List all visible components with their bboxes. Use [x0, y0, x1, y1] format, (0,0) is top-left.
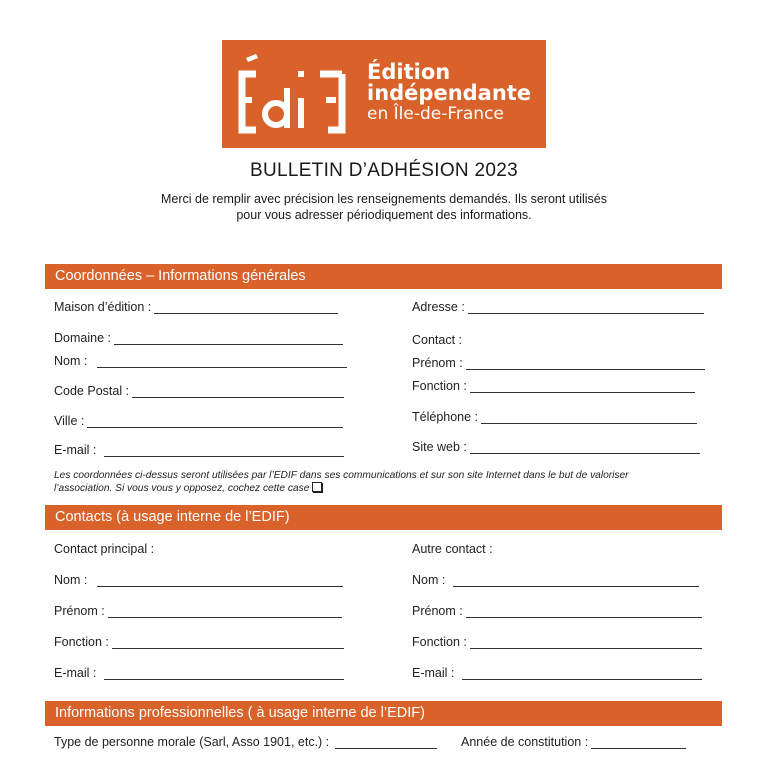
- field-label: Prénom :: [412, 356, 463, 370]
- intro-line-1: Merci de remplir avec précision les renseignements demandés. Ils seront utilisés: [160, 192, 608, 206]
- autre-nom-field[interactable]: [412, 573, 699, 587]
- telephone-field[interactable]: [412, 410, 697, 424]
- input-line[interactable]: [87, 417, 343, 428]
- field-label: E-mail :: [412, 666, 455, 680]
- edif-logo-mark: [234, 54, 352, 136]
- field-label: Prénom :: [412, 604, 463, 618]
- autre-contact-label: [412, 542, 493, 556]
- contact-principal-label: [54, 542, 154, 556]
- input-line[interactable]: [112, 638, 344, 649]
- input-line[interactable]: [466, 607, 702, 618]
- field-label: Contact :: [412, 333, 463, 347]
- field-label: Code Postal :: [54, 384, 130, 398]
- consent-note-line-2: [54, 482, 724, 495]
- field-label: Type de personne morale (Sarl, Asso 1901, etc.) :: [54, 735, 330, 749]
- field-label: Fonction :: [412, 635, 467, 649]
- opt-out-checkbox[interactable]: [312, 482, 322, 492]
- prenom-field[interactable]: [412, 356, 705, 370]
- input-line[interactable]: [132, 387, 344, 398]
- intro-line-2: pour vous adresser périodiquement des informations.: [236, 208, 532, 222]
- autre-email-field[interactable]: [412, 666, 702, 680]
- field-label: Ville :: [54, 414, 85, 428]
- field-label: Nom :: [54, 573, 88, 587]
- input-line[interactable]: [470, 443, 700, 454]
- page-title: BULLETIN D’ADHÉSION 2023: [249, 160, 518, 181]
- fonction-field[interactable]: [412, 379, 695, 393]
- input-line[interactable]: [466, 359, 705, 370]
- field-label: Contact principal :: [54, 542, 155, 556]
- nom-field[interactable]: [54, 354, 347, 368]
- intro-text: [0, 191, 768, 223]
- section-pro-header: Informations professionnelles ( à usage interne de l’EDIF): [45, 701, 722, 726]
- domaine-field[interactable]: [54, 331, 343, 345]
- logo-line-1: Édition: [367, 60, 451, 84]
- input-line[interactable]: [453, 576, 699, 587]
- type-personne-morale-field[interactable]: [54, 735, 437, 749]
- logo-tagline: [367, 62, 531, 125]
- adresse-field[interactable]: [412, 300, 704, 314]
- consent-note-text: l’association. Si vous vous y opposez, cochez cette case: [54, 483, 310, 494]
- principal-fonction-field[interactable]: [54, 635, 344, 649]
- consent-note-line-1: Les coordonnées ci-dessus seront utilisées par l’EDIF dans ses communications et sur son site Internet dans le but de valoriser: [54, 470, 629, 481]
- input-line[interactable]: [104, 669, 344, 680]
- contact-label: [412, 333, 462, 347]
- input-line[interactable]: [108, 607, 342, 618]
- input-line[interactable]: [154, 303, 338, 314]
- autre-prenom-field[interactable]: [412, 604, 702, 618]
- input-line[interactable]: [470, 638, 702, 649]
- input-line[interactable]: [97, 576, 343, 587]
- field-label: E-mail :: [54, 666, 97, 680]
- email-field[interactable]: [54, 443, 344, 457]
- input-line[interactable]: [335, 738, 437, 749]
- input-line[interactable]: [104, 446, 344, 457]
- input-line[interactable]: [114, 334, 343, 345]
- logo-line-3: en Île-de-France: [367, 104, 504, 124]
- field-label: Site web :: [412, 440, 467, 454]
- input-line[interactable]: [591, 738, 686, 749]
- field-label: Téléphone :: [412, 410, 479, 424]
- site-web-field[interactable]: [412, 440, 700, 454]
- code-postal-field[interactable]: [54, 384, 344, 398]
- section-contacts-header: Contacts (à usage interne de l’EDIF): [45, 505, 722, 530]
- maison-edition-field[interactable]: [54, 300, 338, 314]
- field-label: Année de constitution :: [461, 735, 589, 749]
- input-line[interactable]: [481, 413, 697, 424]
- field-label: E-mail :: [54, 443, 97, 457]
- field-label: Nom :: [412, 573, 446, 587]
- input-line[interactable]: [468, 303, 704, 314]
- input-line[interactable]: [470, 382, 695, 393]
- field-label: Fonction :: [412, 379, 467, 393]
- principal-email-field[interactable]: [54, 666, 344, 680]
- field-label: Prénom :: [54, 604, 105, 618]
- input-line[interactable]: [462, 669, 702, 680]
- field-label: Nom :: [54, 354, 88, 368]
- consent-note: [54, 470, 724, 495]
- autre-fonction-field[interactable]: [412, 635, 702, 649]
- ville-field[interactable]: [54, 414, 343, 428]
- field-label: Maison d’édition :: [54, 300, 152, 314]
- annee-constitution-field[interactable]: [461, 735, 686, 749]
- input-line[interactable]: [97, 357, 347, 368]
- principal-prenom-field[interactable]: [54, 604, 342, 618]
- field-label: Autre contact :: [412, 542, 493, 556]
- logo-line-2: indépendante: [367, 81, 532, 105]
- field-label: Adresse :: [412, 300, 465, 314]
- principal-nom-field[interactable]: [54, 573, 343, 587]
- section-coordonnees-header: Coordonnées – Informations générales: [45, 264, 722, 289]
- field-label: Domaine :: [54, 331, 111, 345]
- edif-logo: [222, 40, 546, 148]
- field-label: Fonction :: [54, 635, 109, 649]
